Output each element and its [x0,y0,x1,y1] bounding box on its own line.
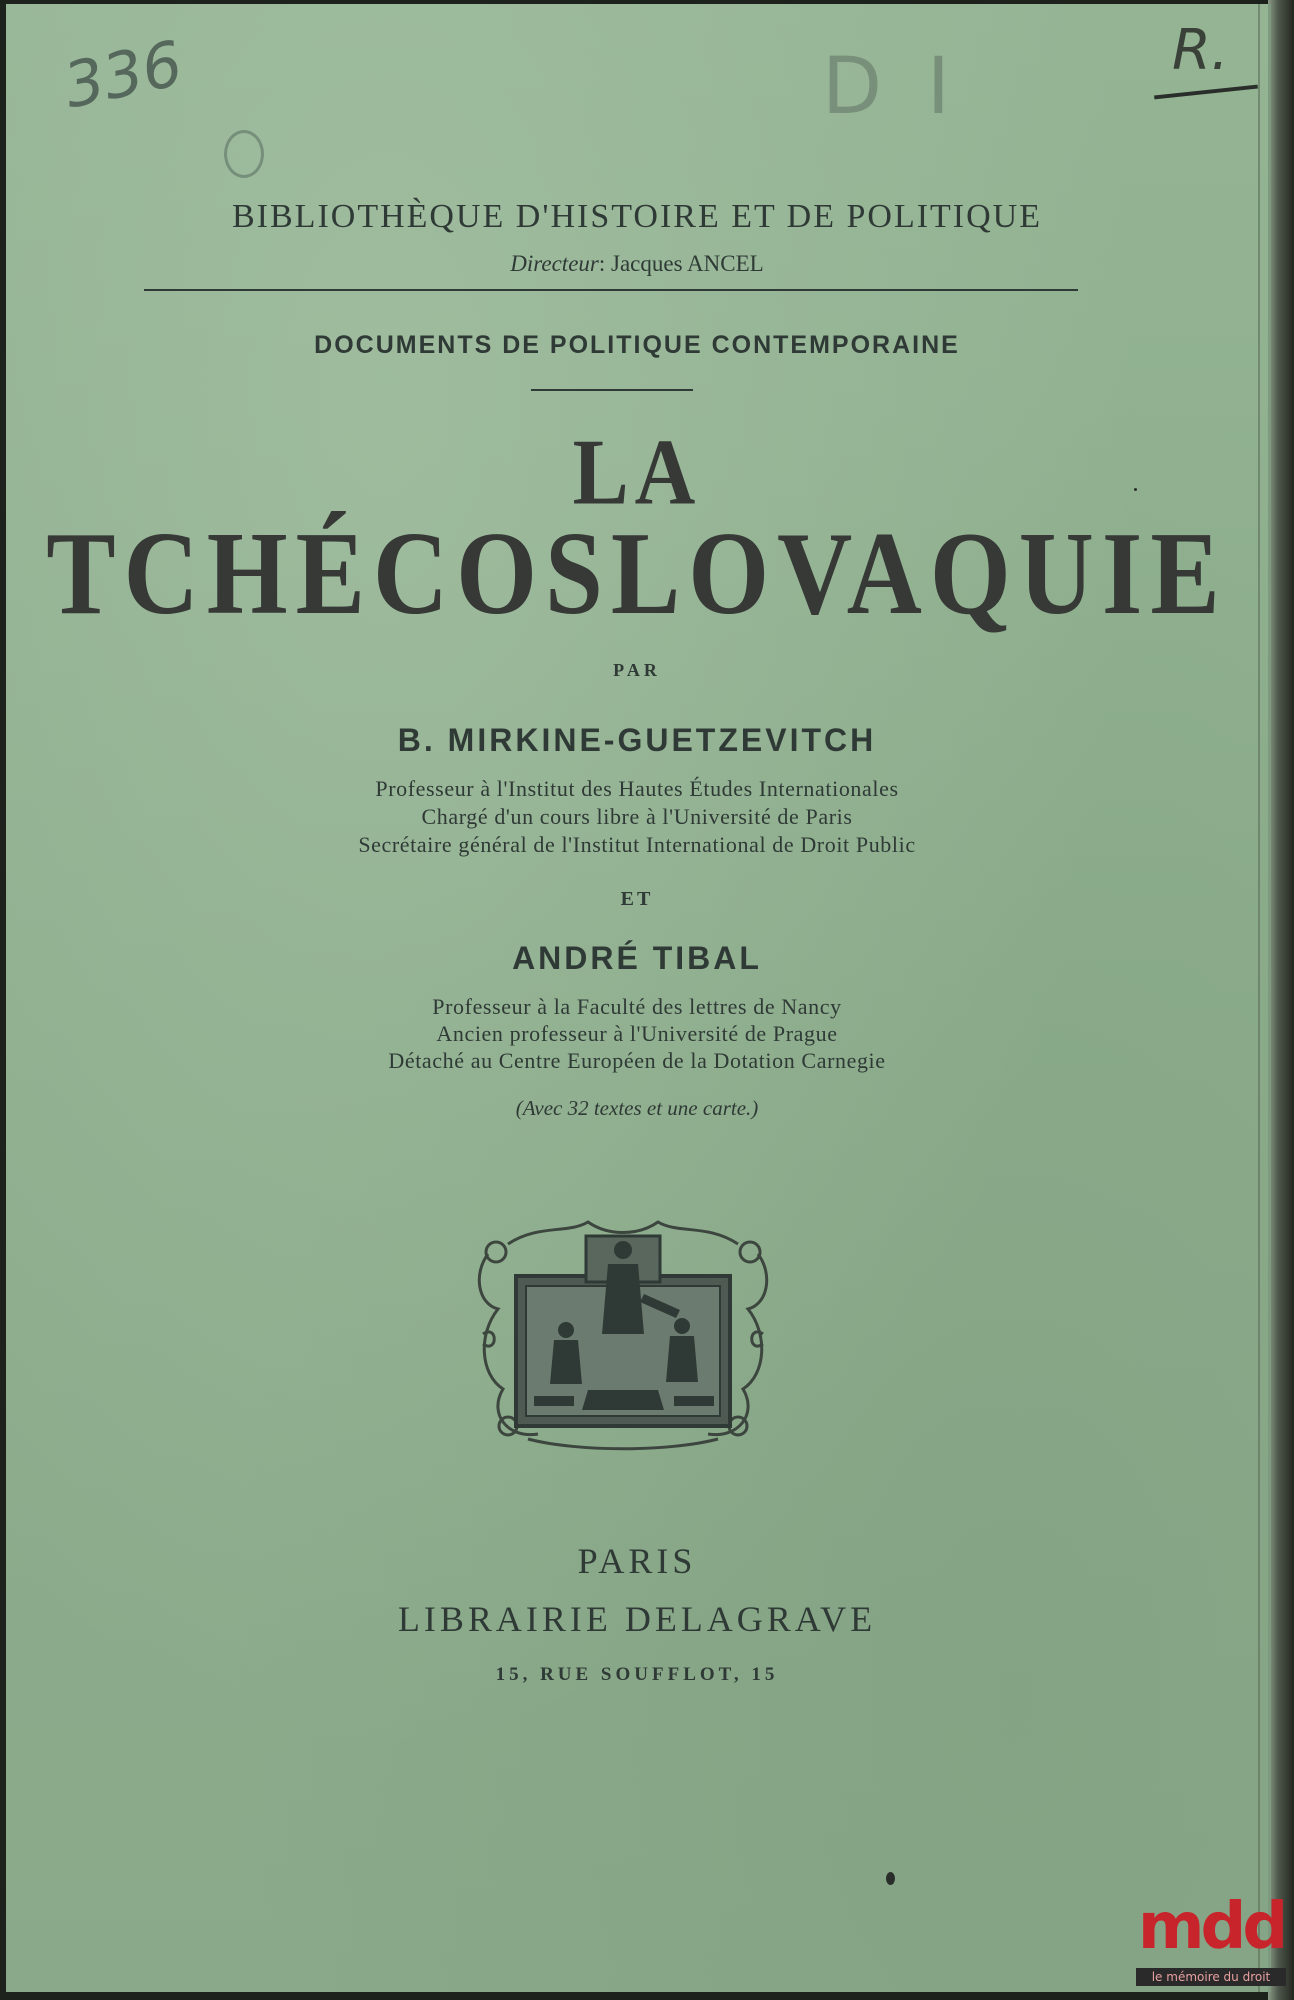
author-2-credential: Professeur à la Faculté des lettres de Nancy [432,994,842,1019]
by-label: PAR [613,660,661,680]
book-cover [6,4,1271,1992]
collection-title: DOCUMENTS DE POLITIQUE CONTEMPORAINE [314,331,960,359]
watermark-logo-mark: mdd [1137,1890,1285,1964]
watermark-tagline: le mémoire du droit [1136,1968,1286,1986]
handwritten-number: 336 [57,26,189,123]
director-role: Directeur [510,251,599,276]
author-2-name: ANDRÉ TIBAL [512,940,762,976]
book-title-line-2: TCHÉCOSLOVAQUIE [46,507,1228,640]
handwritten-letter: R. [1172,18,1229,83]
scan-right-edge [1268,0,1294,2000]
handwritten-faint-mark: D I [822,42,960,132]
series-director [6,251,1268,277]
publisher-emblem-icon [468,1214,778,1452]
book-title-line-1: LA [572,420,702,525]
author-1-credential: Chargé d'un cours libre à l'Université de Paris [421,804,853,829]
watermark-logo [1136,1892,1286,1998]
ink-speck [1134,488,1137,491]
and-label: ET [620,888,654,910]
author-2-credential: Détaché au Centre Européen de la Dotation Carnegie [388,1048,886,1073]
imprint-address: 15, RUE SOUFFLOT, 15 [495,1664,779,1685]
director-name: : Jacques ANCEL [598,251,764,276]
series-title: BIBLIOTHÈQUE D'HISTOIRE ET DE POLITIQUE [232,198,1042,235]
contents-note: (Avec 32 textes et une carte.) [515,1096,759,1120]
handwritten-circle-mark [224,130,264,178]
author-1-credential: Professeur à l'Institut des Hautes Études Internationales [375,776,899,801]
divider-short [531,389,693,391]
divider-long [144,289,1078,291]
handwritten-underline [1154,85,1258,100]
author-1-credential: Secrétaire général de l'Institut International de Droit Public [358,832,916,857]
ink-speck [886,1872,895,1885]
author-2-credential: Ancien professeur à l'Université de Prague [436,1021,838,1046]
imprint-city: PARIS [577,1541,697,1581]
imprint-publisher: LIBRAIRIE DELAGRAVE [397,1599,877,1639]
author-1-name: B. MIRKINE-GUETZEVITCH [397,722,877,758]
